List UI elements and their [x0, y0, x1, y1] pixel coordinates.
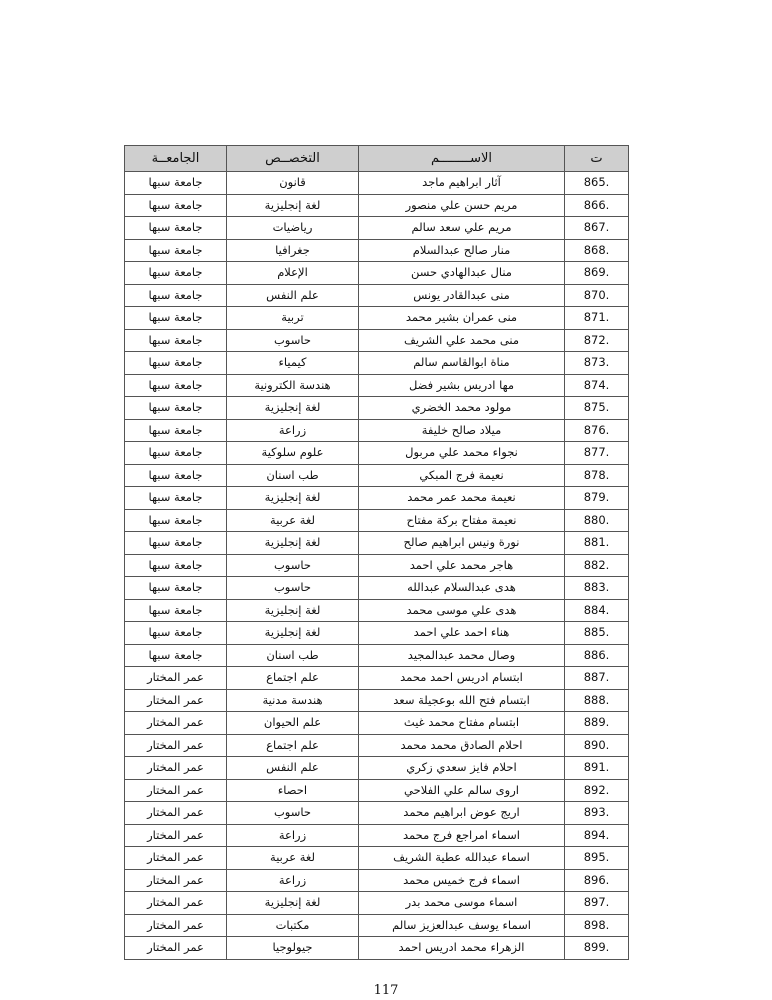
cell-university: جامعة سبها [125, 577, 227, 600]
cell-university: عمر المختار [125, 847, 227, 870]
cell-name: الزهراء محمد ادريس احمد [359, 937, 565, 960]
cell-number: 897. [565, 892, 629, 915]
cell-specialization: لغة إنجليزية [227, 397, 359, 420]
table-row [125, 419, 629, 442]
cell-name: ابتسام ادريس احمد محمد [359, 667, 565, 690]
cell-university: جامعة سبها [125, 554, 227, 577]
cell-specialization: لغة عربية [227, 847, 359, 870]
cell-specialization: رياضيات [227, 217, 359, 240]
cell-specialization: علوم سلوكية [227, 442, 359, 465]
cell-university: جامعة سبها [125, 419, 227, 442]
table-row [125, 464, 629, 487]
cell-number: 871. [565, 307, 629, 330]
cell-name: احلام الصادق محمد محمد [359, 734, 565, 757]
cell-name: اسماء امراجع فرج محمد [359, 824, 565, 847]
cell-number: 882. [565, 554, 629, 577]
cell-specialization: زراعة [227, 419, 359, 442]
cell-name: اسماء موسى محمد بدر [359, 892, 565, 915]
cell-name: هاجر محمد علي احمد [359, 554, 565, 577]
cell-name: مها ادريس بشير فضل [359, 374, 565, 397]
table-row [125, 779, 629, 802]
table-row [125, 284, 629, 307]
cell-name: مناة ابوالقاسم سالم [359, 352, 565, 375]
cell-university: عمر المختار [125, 712, 227, 735]
header-number: ت [565, 146, 629, 172]
cell-number: 889. [565, 712, 629, 735]
table-row [125, 712, 629, 735]
cell-specialization: علم اجتماع [227, 667, 359, 690]
cell-specialization: تربية [227, 307, 359, 330]
cell-specialization: الإعلام [227, 262, 359, 285]
cell-name: مريم حسن علي منصور [359, 194, 565, 217]
cell-number: 891. [565, 757, 629, 780]
cell-name: ابتسام مفتاح محمد غيث [359, 712, 565, 735]
cell-number: 884. [565, 599, 629, 622]
cell-number: 899. [565, 937, 629, 960]
cell-name: منى عبدالقادر يونس [359, 284, 565, 307]
cell-name: هدى علي موسى محمد [359, 599, 565, 622]
cell-university: عمر المختار [125, 779, 227, 802]
cell-specialization: علم اجتماع [227, 734, 359, 757]
cell-university: جامعة سبها [125, 307, 227, 330]
cell-university: عمر المختار [125, 802, 227, 825]
cell-specialization: قانون [227, 172, 359, 195]
table-row [125, 824, 629, 847]
table-row [125, 869, 629, 892]
cell-number: 887. [565, 667, 629, 690]
cell-number: 895. [565, 847, 629, 870]
cell-specialization: حاسوب [227, 554, 359, 577]
cell-university: جامعة سبها [125, 329, 227, 352]
cell-name: اسماء يوسف عبدالعزيز سالم [359, 914, 565, 937]
table-row [125, 937, 629, 960]
cell-university: عمر المختار [125, 914, 227, 937]
cell-name: نعيمة فرج المبكي [359, 464, 565, 487]
table-row [125, 329, 629, 352]
cell-specialization: هندسة مدنية [227, 689, 359, 712]
cell-specialization: احصاء [227, 779, 359, 802]
table-row [125, 374, 629, 397]
table-row [125, 262, 629, 285]
cell-number: 879. [565, 487, 629, 510]
cell-number: 874. [565, 374, 629, 397]
cell-specialization: كيمياء [227, 352, 359, 375]
cell-number: 898. [565, 914, 629, 937]
header-name: الاســــــــم [359, 146, 565, 172]
cell-specialization: لغة إنجليزية [227, 892, 359, 915]
cell-university: عمر المختار [125, 937, 227, 960]
table-row [125, 622, 629, 645]
cell-university: جامعة سبها [125, 599, 227, 622]
cell-university: جامعة سبها [125, 532, 227, 555]
header-row [125, 146, 629, 172]
cell-name: نورة ونيس ابراهيم صالح [359, 532, 565, 555]
cell-number: 893. [565, 802, 629, 825]
table-row [125, 914, 629, 937]
cell-university: جامعة سبها [125, 487, 227, 510]
cell-name: نجواء محمد علي مربول [359, 442, 565, 465]
cell-university: جامعة سبها [125, 374, 227, 397]
cell-specialization: طب اسنان [227, 644, 359, 667]
cell-number: 873. [565, 352, 629, 375]
cell-name: ابتسام فتح الله بوعجيلة سعد [359, 689, 565, 712]
cell-number: 870. [565, 284, 629, 307]
cell-specialization: حاسوب [227, 329, 359, 352]
cell-specialization: علم الحيوان [227, 712, 359, 735]
cell-name: مريم علي سعد سالم [359, 217, 565, 240]
table-row [125, 599, 629, 622]
cell-name: اريج عوض ابراهيم محمد [359, 802, 565, 825]
cell-specialization: جيولوجيا [227, 937, 359, 960]
cell-name: اسماء عبدالله عطية الشريف [359, 847, 565, 870]
cell-specialization: لغة إنجليزية [227, 532, 359, 555]
page-number: 117 [373, 983, 399, 998]
table-row [125, 352, 629, 375]
cell-university: جامعة سبها [125, 239, 227, 262]
cell-name: وصال محمد عبدالمجيد [359, 644, 565, 667]
cell-university: عمر المختار [125, 689, 227, 712]
table-row [125, 509, 629, 532]
cell-number: 894. [565, 824, 629, 847]
cell-university: جامعة سبها [125, 509, 227, 532]
cell-specialization: لغة إنجليزية [227, 487, 359, 510]
table-row [125, 847, 629, 870]
table-row [125, 217, 629, 240]
cell-specialization: حاسوب [227, 802, 359, 825]
cell-name: نعيمة مفتاح بركة مفتاح [359, 509, 565, 532]
cell-number: 865. [565, 172, 629, 195]
cell-university: جامعة سبها [125, 397, 227, 420]
table-row [125, 554, 629, 577]
cell-name: ميلاد صالح خليفة [359, 419, 565, 442]
cell-specialization: لغة إنجليزية [227, 194, 359, 217]
cell-name: منار صالح عبدالسلام [359, 239, 565, 262]
cell-university: جامعة سبها [125, 442, 227, 465]
cell-name: هناء احمد علي احمد [359, 622, 565, 645]
cell-university: جامعة سبها [125, 464, 227, 487]
cell-number: 876. [565, 419, 629, 442]
cell-specialization: لغة إنجليزية [227, 622, 359, 645]
cell-specialization: لغة عربية [227, 509, 359, 532]
header-university: الجامعــة [125, 146, 227, 172]
cell-number: 866. [565, 194, 629, 217]
cell-specialization: حاسوب [227, 577, 359, 600]
cell-name: منال عبدالهادي حسن [359, 262, 565, 285]
table-header [125, 146, 629, 172]
cell-university: عمر المختار [125, 824, 227, 847]
table-body [125, 172, 629, 960]
cell-number: 883. [565, 577, 629, 600]
cell-name: نعيمة محمد عمر محمد [359, 487, 565, 510]
cell-university: عمر المختار [125, 757, 227, 780]
cell-specialization: زراعة [227, 824, 359, 847]
cell-number: 867. [565, 217, 629, 240]
cell-number: 888. [565, 689, 629, 712]
cell-number: 886. [565, 644, 629, 667]
cell-number: 877. [565, 442, 629, 465]
cell-specialization: علم النفس [227, 757, 359, 780]
cell-name: احلام فايز سعدي زكري [359, 757, 565, 780]
cell-name: اروى سالم علي الفلاحي [359, 779, 565, 802]
header-specialization: التخصــص [227, 146, 359, 172]
cell-name: منى محمد علي الشريف [359, 329, 565, 352]
cell-university: جامعة سبها [125, 194, 227, 217]
table-row [125, 307, 629, 330]
cell-name: مولود محمد الخضري [359, 397, 565, 420]
cell-university: عمر المختار [125, 869, 227, 892]
cell-number: 881. [565, 532, 629, 555]
cell-specialization: هندسة الكترونية [227, 374, 359, 397]
cell-number: 868. [565, 239, 629, 262]
cell-number: 896. [565, 869, 629, 892]
cell-specialization: جغرافيا [227, 239, 359, 262]
table-row [125, 689, 629, 712]
cell-university: جامعة سبها [125, 622, 227, 645]
cell-specialization: زراعة [227, 869, 359, 892]
table-row [125, 442, 629, 465]
cell-specialization: مكتبات [227, 914, 359, 937]
cell-university: جامعة سبها [125, 262, 227, 285]
table-row [125, 532, 629, 555]
table-row [125, 644, 629, 667]
cell-number: 869. [565, 262, 629, 285]
cell-university: عمر المختار [125, 892, 227, 915]
cell-university: جامعة سبها [125, 644, 227, 667]
cell-university: عمر المختار [125, 667, 227, 690]
cell-number: 880. [565, 509, 629, 532]
cell-specialization: طب اسنان [227, 464, 359, 487]
table-row [125, 239, 629, 262]
student-roster-table [124, 145, 629, 960]
cell-name: هدى عبدالسلام عبدالله [359, 577, 565, 600]
table-row [125, 667, 629, 690]
table-row [125, 892, 629, 915]
table-row [125, 734, 629, 757]
cell-university: جامعة سبها [125, 217, 227, 240]
cell-number: 892. [565, 779, 629, 802]
cell-university: جامعة سبها [125, 352, 227, 375]
cell-specialization: علم النفس [227, 284, 359, 307]
table-row [125, 397, 629, 420]
cell-specialization: لغة إنجليزية [227, 599, 359, 622]
table-row [125, 577, 629, 600]
cell-number: 872. [565, 329, 629, 352]
cell-name: آثار ابراهيم ماجد [359, 172, 565, 195]
cell-university: جامعة سبها [125, 172, 227, 195]
cell-number: 885. [565, 622, 629, 645]
cell-name: منى عمران بشير محمد [359, 307, 565, 330]
table-row [125, 487, 629, 510]
table-row [125, 757, 629, 780]
table-row [125, 802, 629, 825]
cell-number: 890. [565, 734, 629, 757]
cell-university: جامعة سبها [125, 284, 227, 307]
cell-name: اسماء فرج خميس محمد [359, 869, 565, 892]
cell-university: عمر المختار [125, 734, 227, 757]
cell-number: 875. [565, 397, 629, 420]
cell-number: 878. [565, 464, 629, 487]
table-row [125, 194, 629, 217]
table-row [125, 172, 629, 195]
